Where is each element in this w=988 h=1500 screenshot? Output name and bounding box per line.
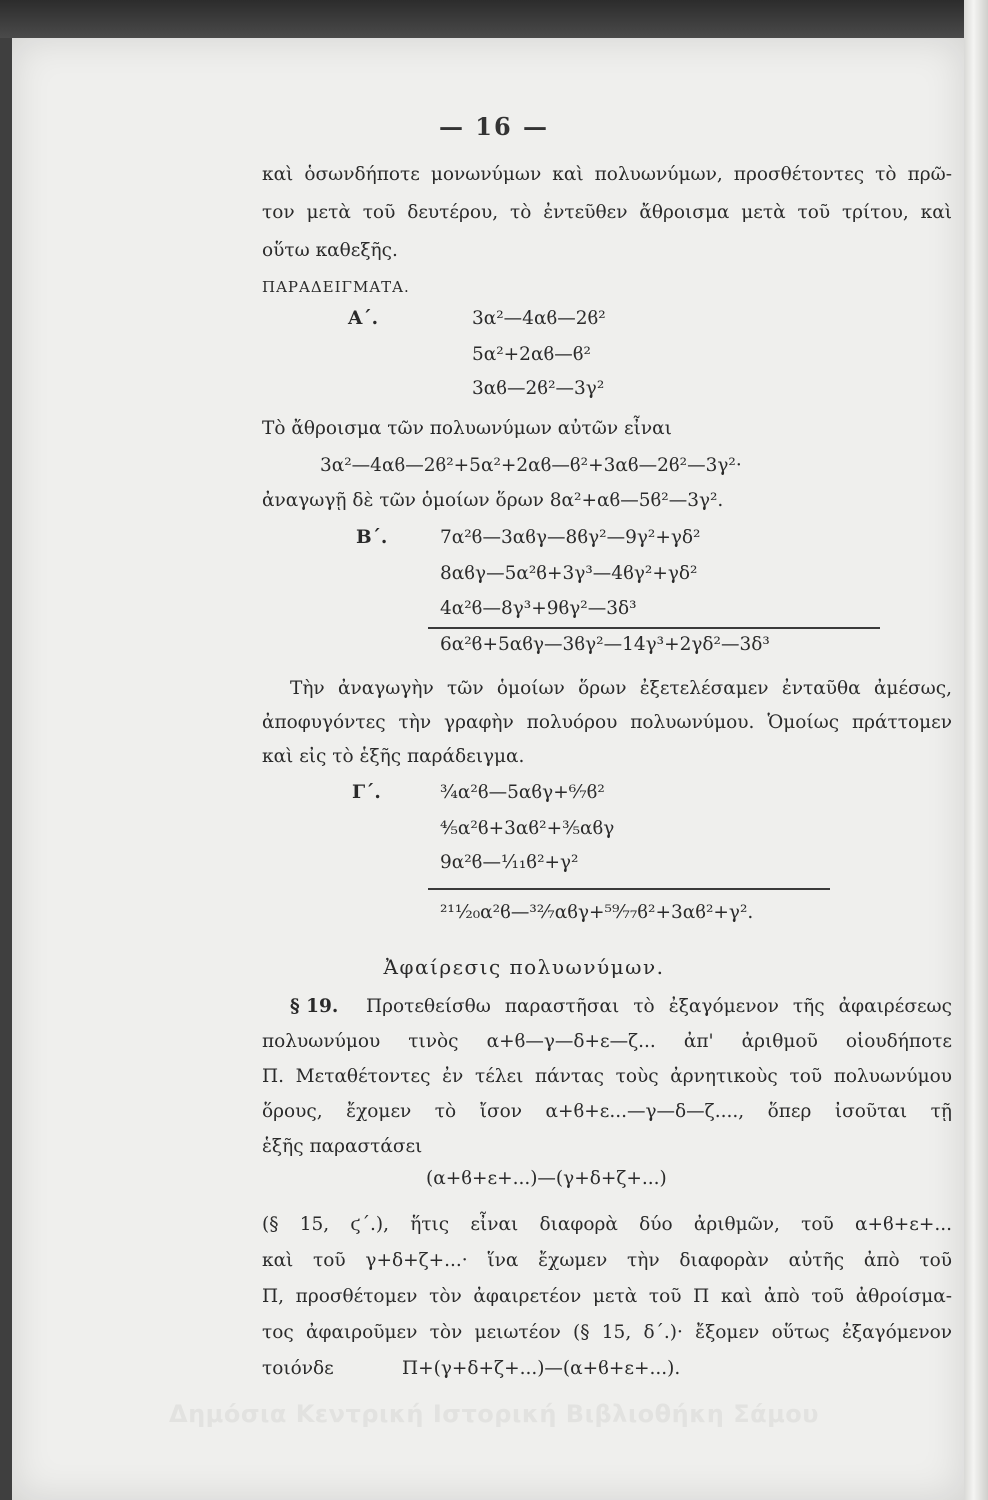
example-a-row-1: 3α²—4αϐ—2ϐ² [472, 308, 606, 329]
example-c-row-1: ³⁄₄α²ϐ—5αϐγ+⁶⁄₇ϐ² [440, 782, 605, 803]
intro-line-1: καὶ ὁσωνδήποτε μονωνύμων καὶ πολυωνύμων, προσθέτοντες τὸ πρῶ- [262, 164, 952, 185]
section-line-5: ἑξῆς παραστάσει [262, 1136, 423, 1157]
intro-line-3: οὕτω καθεξῆς. [262, 240, 398, 261]
section-number: § 19. [290, 996, 339, 1017]
page-binding-edge [964, 0, 988, 1500]
note-line-3: καὶ εἰς τὸ ἑξῆς παράδειγμα. [262, 746, 525, 767]
section-cont-line-2: καὶ τοῦ γ+δ+ζ+...· ἵνα ἔχωμεν τὴν διαφορὰν αὐτῆς ἀπὸ τοῦ [262, 1250, 952, 1271]
example-b-result: 6α²ϐ+5αϐγ—3ϐγ²—14γ³+2γδ²—3δ³ [440, 634, 770, 655]
example-b-sum-rule [428, 627, 880, 629]
example-c-result: ²¹¹⁄₂₀α²ϐ—³²⁄₇αϐγ+⁵⁹⁄₇₇ϐ²+3αϐ²+γ². [440, 902, 754, 923]
example-b-row-3: 4α²ϐ—8γ³+9ϐγ²—3δ³ [440, 598, 637, 619]
example-b-row-2: 8αϐγ—5α²ϐ+3γ³—4ϐγ²+γδ² [440, 563, 698, 584]
section-line-3: Π. Μεταθέτοντες ἐν τέλει πάντας τοὺς ἀρνητικοὺς τοῦ πολυωνύμου [262, 1066, 952, 1087]
note-line-2: ἀποφυγόντες τὴν γραφὴν πολυόρου πολυωνύμου. Ὁμοίως πράττομεν [262, 712, 952, 733]
example-c-label: Γ΄. [352, 782, 381, 803]
example-c-row-3: 9α²ϐ—¹⁄₁₁ϐ²+γ² [440, 852, 579, 873]
final-expression: Π+(γ+δ+ζ+...)—(α+ϐ+ε+...). [402, 1358, 681, 1379]
example-b-row-1: 7α²ϐ—3αϐγ—8ϐγ²—9γ²+γδ² [440, 527, 701, 548]
section-cont-line-1: (§ 15, ϛ΄.), ἥτις εἶναι διαφορὰ δύο ἀριθμῶν, τοῦ α+ϐ+ε+... [262, 1214, 952, 1235]
example-a-row-3: 3αϐ—2ϐ²—3γ² [472, 378, 605, 399]
example-c-sum-rule [428, 888, 830, 890]
section-line-1: Προτεθείσθω παραστῆσαι τὸ ἐξαγόμενον τῆς ἀφαιρέσεως [366, 996, 952, 1017]
sum-expression: 3α²—4αϐ—2ϐ²+5α²+2αϐ—ϐ²+3αϐ—2ϐ²—3γ²· [320, 455, 742, 476]
section-cont-line-4: τος ἀφαιροῦμεν τὸν μειωτέον (§ 15, δ΄.)· ἔξομεν οὕτως ἐξαγόμενον [262, 1322, 952, 1343]
section-line-4: ὅρους, ἔχομεν τὸ ἴσον α+ϐ+ε...—γ—δ—ζ...., ὅπερ ἰσοῦται τῇ [262, 1101, 952, 1122]
final-label: τοιόνδε [262, 1358, 334, 1379]
examples-heading: ΠΑΡΑΔΕΙΓΜΑΤΑ. [262, 278, 410, 296]
sum-text: Τὸ ἄθροισμα τῶν πολυωνύμων αὐτῶν εἶναι [262, 418, 672, 439]
page-number: — 16 — [438, 112, 550, 141]
example-b-label: Β΄. [356, 527, 388, 548]
example-a-row-2: 5α²+2αϐ—ϐ² [472, 344, 591, 365]
section-line-2: πολυωνύμου τινὸς α+ϐ—γ—δ+ε—ζ... ἀπ' ἀριθμοῦ οἱουδήποτε [262, 1031, 952, 1052]
section-cont-line-3: Π, προσθέτομεν τὸν ἀφαιρετέον μετὰ τοῦ Π καὶ ἀπὸ τοῦ ἀθροίσμα- [262, 1286, 952, 1307]
library-watermark: Δημόσια Κεντρική Ιστορική Βιβλιοθήκη Σάμου [169, 1400, 819, 1428]
reduction-line: ἀναγωγῇ δὲ τῶν ὁμοίων ὅρων 8α²+αϐ—5ϐ²—3γ². [262, 490, 724, 511]
note-line-1: Τὴν ἀναγωγὴν τῶν ὁμοίων ὅρων ἐξετελέσαμεν ἐνταῦθα ἀμέσως, [290, 678, 952, 699]
intro-line-2: τον μετὰ τοῦ δευτέρου, τὸ ἐντεῦθεν ἄθροισμα μετὰ τοῦ τρίτου, καὶ [262, 202, 952, 223]
example-a-label: Α΄. [348, 308, 379, 329]
scan-top-edge [0, 0, 988, 38]
subtraction-heading: Ἀφαίρεσις πολυωνύμων. [383, 955, 665, 979]
display-expression: (α+ϐ+ε+...)—(γ+δ+ζ+...) [426, 1168, 667, 1189]
example-c-row-2: ⁴⁄₅α²ϐ+3αϐ²+³⁄₅αϐγ [440, 818, 615, 839]
